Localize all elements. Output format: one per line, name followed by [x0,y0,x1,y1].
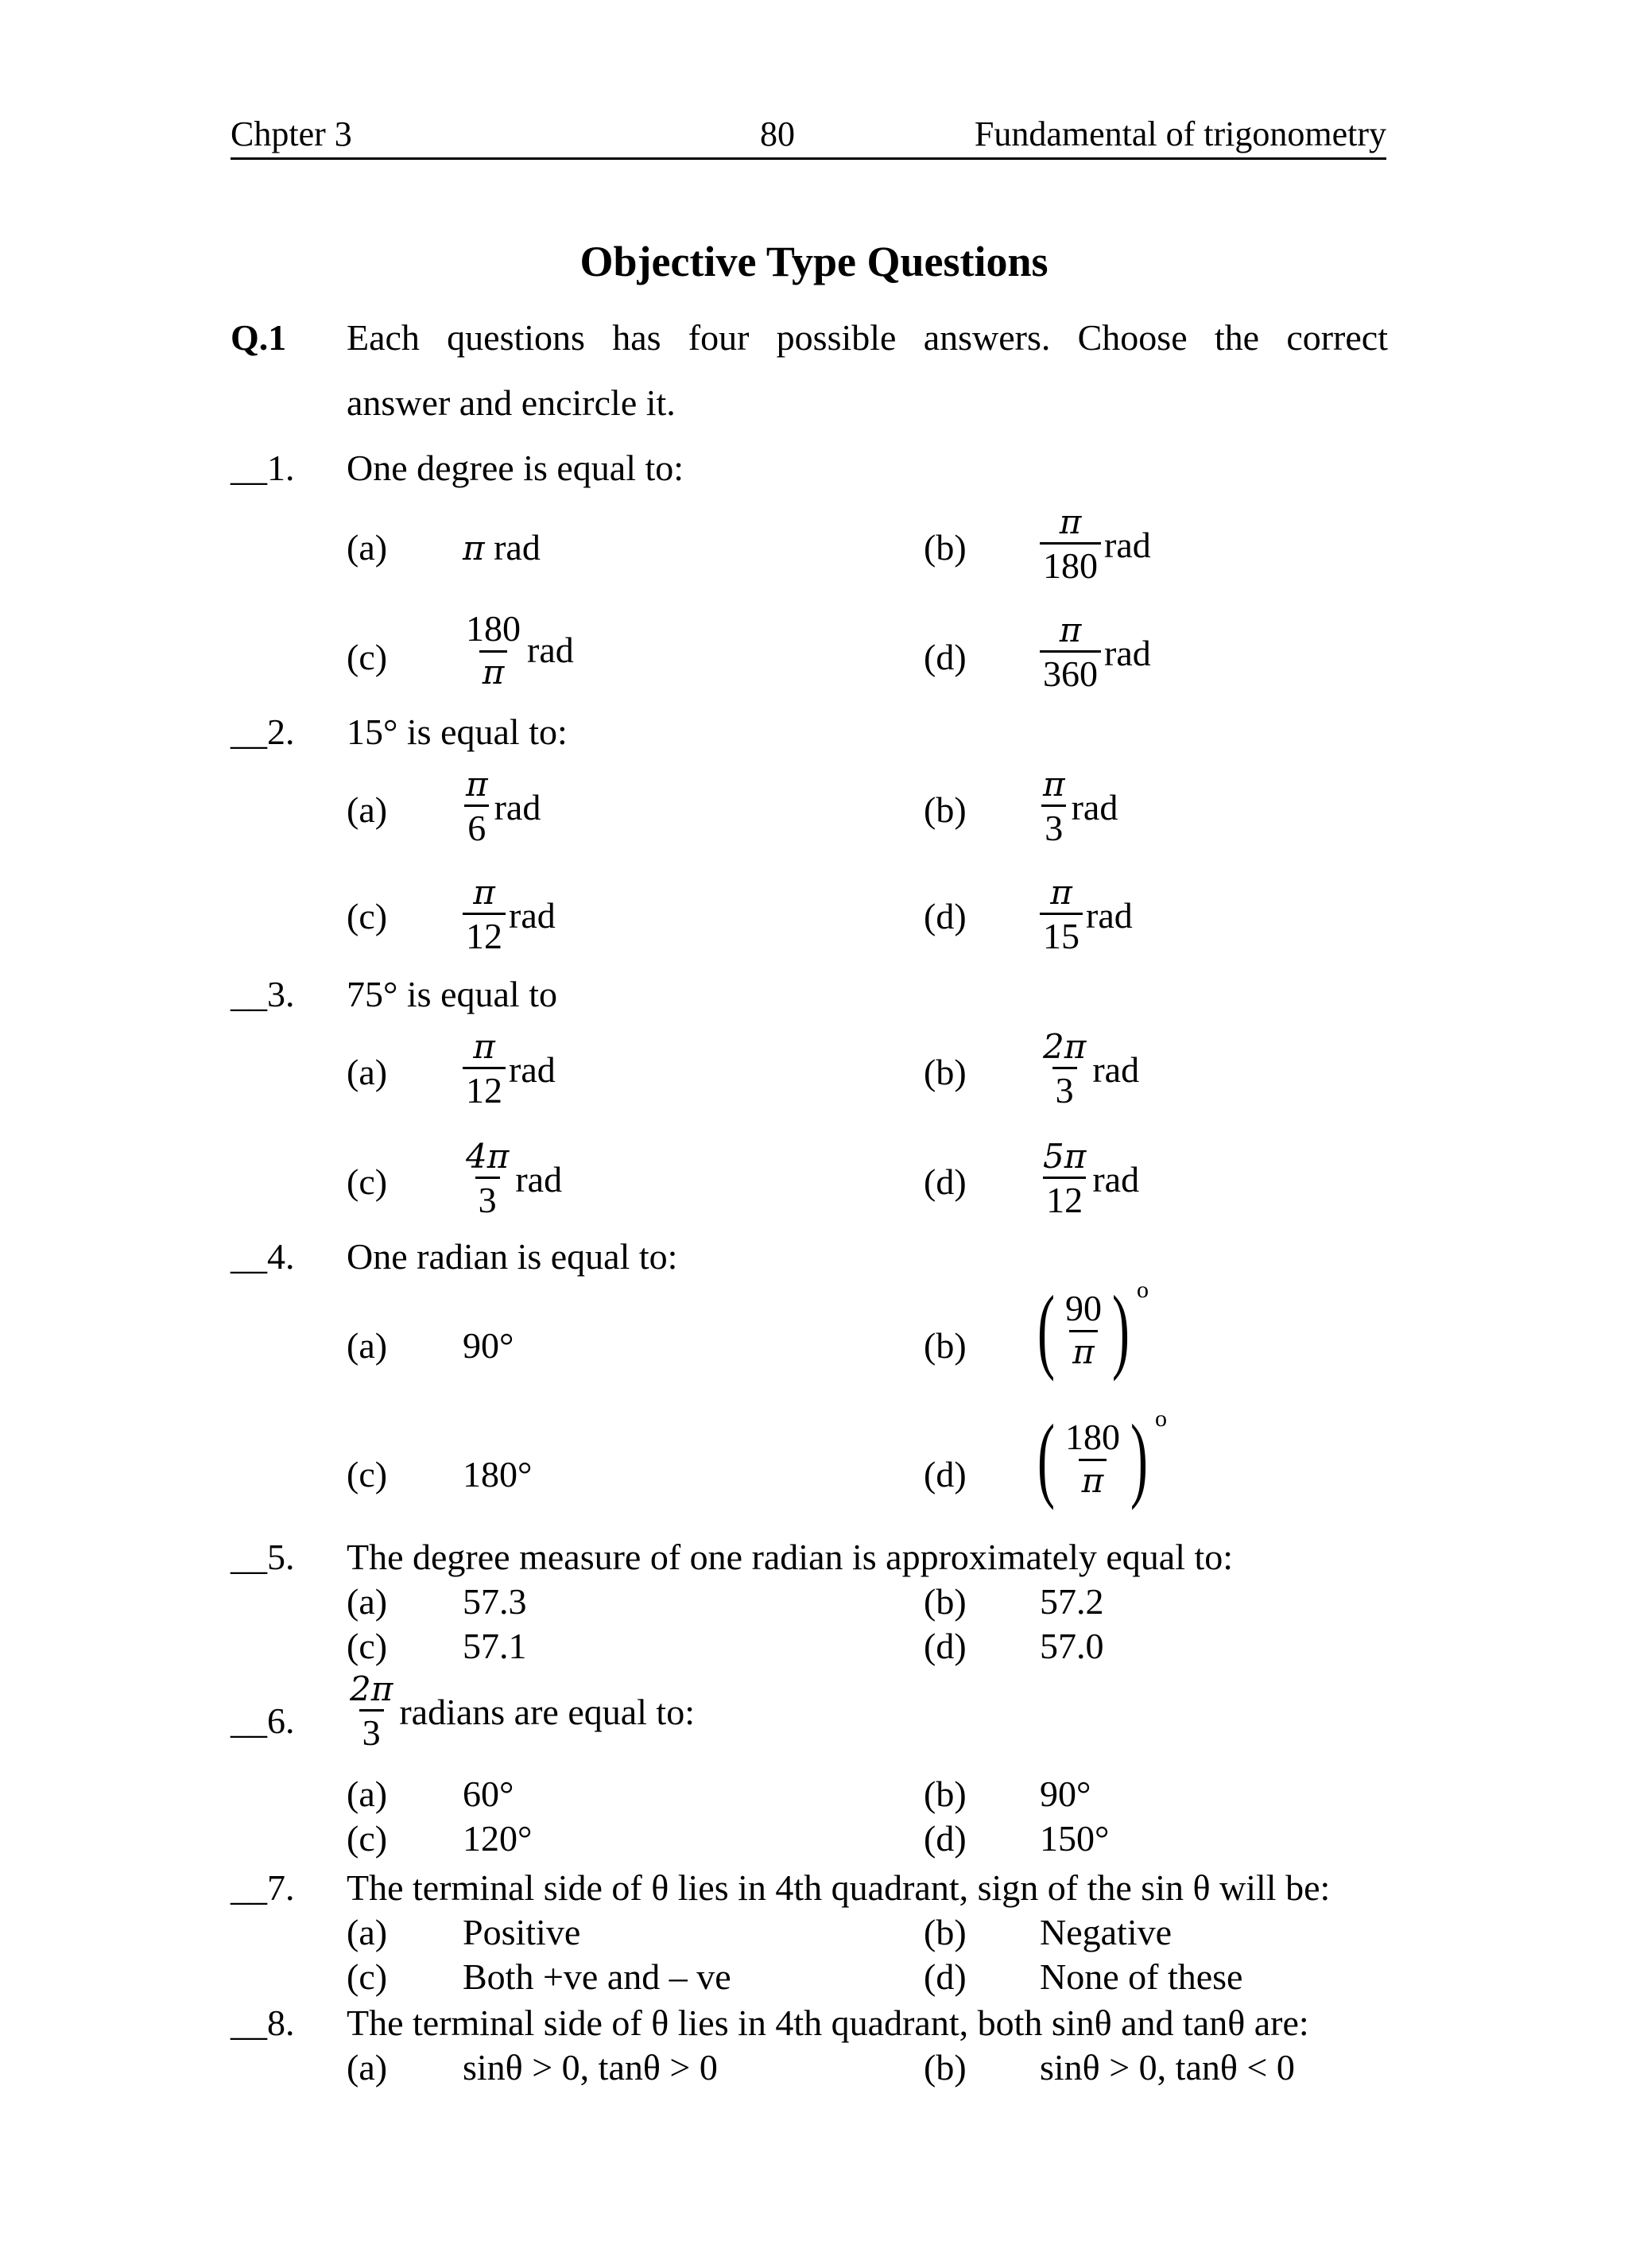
option-fraction: $\frac{2\pi}{3}$ rad [1043,1027,1140,1111]
option-fraction: $\frac{\pi}{3}$ rad [1043,765,1118,848]
option-fraction: $\frac{180}{\pi}$ rad [466,608,574,692]
option-fraction: $\frac{\pi}{12}$ rad [463,876,556,955]
option-fraction: ( $\frac{90}{\pi}$ ) o [1037,1276,1149,1382]
option-label: (b) [924,1052,967,1092]
option-label: (a) [347,1052,388,1092]
option-value: sinθ > 0, tanθ < 0 [1040,2047,1295,2088]
option-value: 150° [1040,1818,1110,1859]
option-label: (d) [924,896,967,936]
page-header [231,116,1386,160]
option-value: Both +ve and – ve [463,1956,731,1997]
question-number: __5. [231,1537,295,1577]
question-number: __4. [231,1236,295,1277]
option-label: (d) [924,1626,967,1666]
option-fraction: $\frac{\pi}{12}$ rad [463,1030,556,1109]
option-value: 57.1 [463,1626,527,1666]
option-label: (d) [924,1818,967,1859]
option-value: Positive [463,1912,581,1952]
option-label: (c) [347,1956,388,1997]
option-label: (c) [347,1626,388,1666]
option-label: (b) [924,1912,967,1952]
option-label: (c) [347,1161,388,1202]
instructions-line-2: answer and encircle it. [347,382,676,423]
option-value: sinθ > 0, tanθ > 0 [463,2047,718,2088]
option-label: (a) [347,1912,388,1952]
option-label: (c) [347,896,388,936]
question-text: The terminal side of θ lies in 4th quadrant, sign of the sin θ will be: [347,1867,1331,1908]
option-label: (a) [347,1774,388,1814]
option-label: (b) [924,1581,967,1622]
option-value: 57.2 [1040,1581,1104,1622]
question-number: __7. [231,1867,295,1908]
option-label: (b) [924,2047,967,2088]
option-fraction: $\frac{\pi}{360}$ rad [1040,614,1151,692]
option-label: (d) [924,637,967,677]
option-value: None of these [1040,1956,1243,1997]
option-label: (c) [347,1454,388,1495]
chapter-title: Fundamental of trigonometry [974,114,1386,153]
question-fraction: $\frac{2\pi}{3}$ radians are equal to: [350,1669,695,1753]
option-value: 57.0 [1040,1626,1104,1666]
option-label: (d) [924,1161,967,1202]
question-text: One degree is equal to: [347,448,684,488]
chapter-label: Chpter 3 [231,114,352,153]
question-number: __3. [231,974,295,1014]
question-text: One radian is equal to: [347,1236,678,1277]
option-value: 120° [463,1818,533,1859]
option-value: Negative [1040,1912,1173,1952]
question-number: __1. [231,448,295,488]
option-label: (c) [347,1818,388,1859]
question-number: __8. [231,2002,295,2043]
option-label: (b) [924,789,967,830]
option-label: (a) [347,2047,388,2088]
option-label: (b) [924,1325,967,1366]
option-value: π rad [463,527,541,568]
option-fraction: ( $\frac{180}{\pi}$ ) o [1037,1405,1167,1510]
question-label: Q.1 [231,317,287,358]
option-fraction: $\frac{\pi}{180}$ rad [1040,506,1151,584]
option-label: (d) [924,1454,967,1495]
page-number: 80 [760,114,795,153]
option-value: 57.3 [463,1581,527,1622]
instructions-line-1: Each questions has four possible answers. Choose the correct [347,317,1388,358]
question-text: 75° is equal to [347,974,557,1014]
option-fraction: $\frac{\pi}{6}$ rad [466,765,541,848]
option-label: (a) [347,1581,388,1622]
question-number: __2. [231,711,295,752]
option-label: (a) [347,789,388,830]
option-label: (d) [924,1956,967,1997]
option-fraction: $\frac{5\pi}{12}$ rad [1043,1137,1140,1220]
option-value: 180° [463,1454,533,1495]
option-label: (c) [347,637,388,677]
option-label: (b) [924,527,967,568]
option-fraction: $\frac{4\pi}{3}$ rad [466,1137,563,1220]
question-text: The degree measure of one radian is approximately equal to: [347,1537,1234,1577]
option-value: 60° [463,1774,514,1814]
question-text: The terminal side of θ lies in 4th quadrant, both sinθ and tanθ are: [347,2002,1309,2043]
option-value: 90° [463,1325,514,1366]
option-fraction: $\frac{\pi}{15}$ rad [1040,876,1133,955]
option-label: (b) [924,1774,967,1814]
question-text: 15° is equal to: [347,711,568,752]
page-title: Objective Type Questions [579,238,1049,285]
option-value: 90° [1040,1774,1091,1814]
question-number: __6. [231,1700,295,1741]
option-label: (a) [347,527,388,568]
option-label: (a) [347,1325,388,1366]
